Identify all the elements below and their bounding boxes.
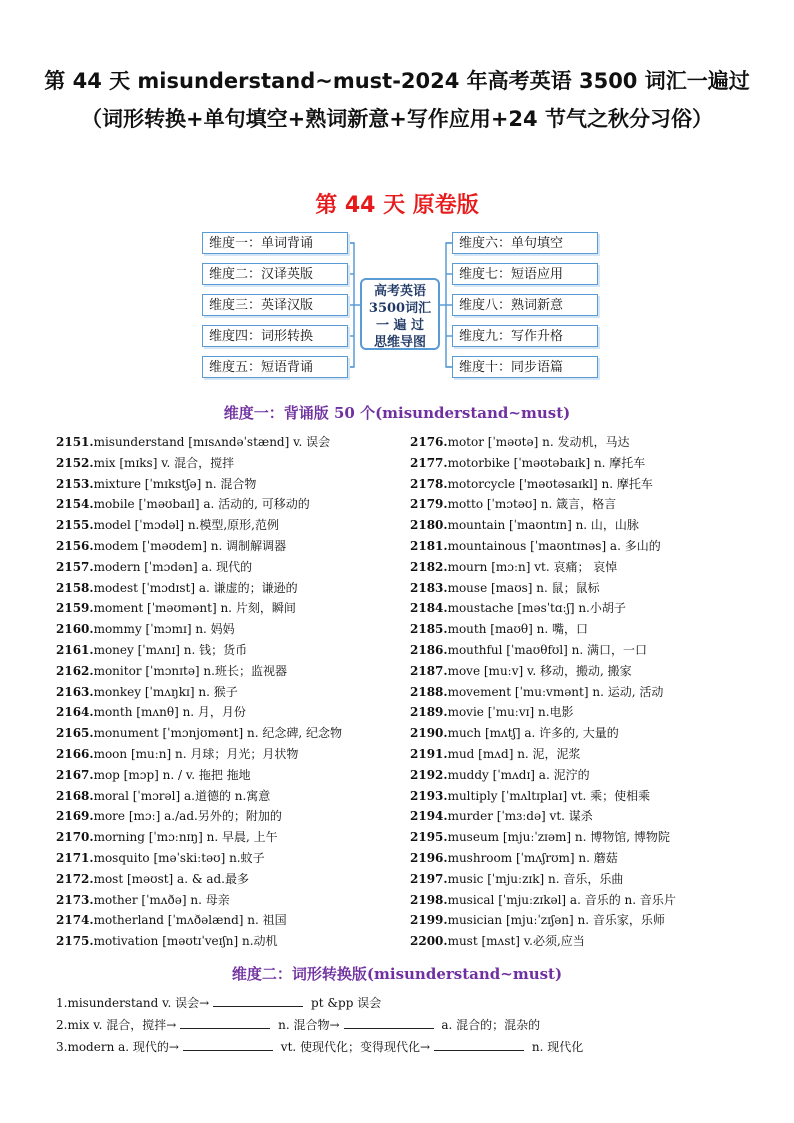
vocab-entry: monkey [ˈmʌŋkɪ] n. 猴子 (93, 684, 238, 699)
vocab-entry: motivation [məʊtɪˈveɪʃn] n.动机 (93, 934, 278, 949)
exercise-prompt: n. 现代化 (531, 1040, 584, 1054)
vocab-number: 2154. (56, 497, 94, 512)
vocab-entry: motorcycle ['məʊtəsaɪkl] n. 摩托车 (447, 476, 653, 491)
vocab-entry: murder [ˈmɜːdə] vt. 谋杀 (447, 809, 593, 824)
mind-map-center-line: 高考英语 (373, 284, 426, 299)
vocab-number: 2151. (56, 435, 94, 449)
vocab-entry: money [ˈmʌnɪ] n. 钱；货币 (93, 642, 248, 657)
vocab-item (410, 848, 770, 869)
vocab-entry: mouse [maʊs] n. 鼠；鼠标 (447, 580, 600, 595)
page-title: 第 44 天 misunderstand~must-2024 年高考英语 3500 词汇一遍过（词形转换+单句填空+熟词新意+写作应用+24 节气之秋分习俗） (44, 69, 750, 131)
mind-map-node-right-2: 维度七：短语应用 (452, 263, 598, 285)
exercise-row (56, 1036, 756, 1058)
vocab-entry: modern [ˈmɔdən] a. 现代的 (93, 559, 253, 574)
vocab-number: 2161. (56, 642, 94, 657)
vocab-number: 2153. (56, 476, 94, 491)
vocab-number: 2167. (56, 767, 94, 782)
vocab-number: 2157. (56, 559, 94, 574)
vocab-number: 2182. (410, 559, 448, 574)
answer-blank[interactable] (344, 1014, 434, 1029)
vocab-item (56, 702, 416, 723)
vocab-item (56, 869, 416, 890)
vocab-entry: mud [mʌd] n. 泥，泥浆 (447, 746, 581, 761)
mind-map-node-left-5: 维度五：短语背诵 (202, 356, 348, 378)
vocab-entry: monument [ˈmɔnjʊmənt] n. 纪念碑, 纪念物 (93, 726, 342, 741)
vocab-number: 2185. (410, 622, 448, 637)
vocab-item (410, 702, 770, 723)
vocab-list-right (410, 432, 770, 952)
vocab-item (410, 682, 770, 703)
vocab-number: 2191. (410, 746, 448, 761)
vocab-entry: model [ˈmɔdəl] n.模型,原形,范例 (93, 518, 279, 533)
vocab-item (410, 598, 770, 619)
exercise-prompt: pt &pp 误会 (311, 996, 382, 1010)
answer-blank[interactable] (180, 1014, 270, 1029)
vocab-number: 2173. (56, 892, 94, 907)
vocab-number: 2175. (56, 934, 94, 949)
vocab-item (410, 869, 770, 890)
vocab-number: 2170. (56, 830, 94, 845)
vocab-number: 2166. (56, 746, 94, 761)
vocab-entry: moment [ˈməʊmənt] n. 片刻，瞬间 (93, 601, 296, 616)
mind-map-node-left-2: 维度二：汉译英版 (202, 263, 348, 285)
vocab-item (56, 744, 416, 765)
vocab-item (410, 661, 770, 682)
exercise-prompt: a. 混合的；混杂的 (441, 1018, 541, 1032)
answer-blank[interactable] (183, 1036, 273, 1051)
section-heading-recitation: 维度一：背诵版 50 个(misunderstand~must) (223, 404, 571, 422)
exercise-row (56, 992, 756, 1014)
vocab-number: 2194. (410, 809, 448, 824)
vocab-number: 2156. (56, 538, 94, 553)
vocab-item (56, 474, 416, 495)
exercise-prompt: 3.modern a. 现代的→ (56, 1040, 179, 1054)
vocab-number: 2164. (56, 705, 94, 720)
vocab-number: 2198. (410, 892, 448, 907)
vocab-item (56, 453, 416, 474)
vocab-item (56, 682, 416, 703)
vocab-item (410, 453, 770, 474)
mind-map-node-left-1: 维度一：单词背诵 (202, 232, 348, 254)
vocab-entry: museum [mjuːˈzɪəm] n. 博物馆, 博物院 (447, 830, 670, 845)
vocab-entry: mop [mɔp] n. / v. 拖把 拖地 (93, 767, 251, 782)
vocab-item (56, 598, 416, 619)
vocab-number: 2180. (410, 518, 448, 533)
mind-map-center-line: 思维导图 (373, 335, 426, 350)
vocab-item (410, 744, 770, 765)
vocab-number: 2174. (56, 913, 94, 928)
vocab-item (410, 432, 770, 453)
vocab-item (56, 827, 416, 848)
vocab-entry: mountain [ˈmaʊntɪn] n. 山，山脉 (447, 518, 639, 533)
vocab-entry: mixture [ˈmɪkstʃə] n. 混合物 (93, 476, 257, 491)
vocab-number: 2195. (410, 830, 448, 845)
page-subtitle: 第 44 天 原卷版 (315, 193, 479, 218)
vocab-number: 2189. (410, 705, 448, 720)
vocab-entry: modest [ˈmɔdɪst] a. 谦虚的；谦逊的 (93, 580, 298, 595)
vocab-number: 2159. (56, 601, 94, 616)
vocab-entry: motto [ˈmɔtəʊ] n. 箴言，格言 (447, 497, 617, 512)
mind-map-node-right-5: 维度十：同步语篇 (452, 356, 598, 378)
vocab-item (56, 661, 416, 682)
exercise-prompt: 2.mix v. 混合，搅拌→ (56, 1018, 177, 1032)
vocab-number: 2168. (56, 788, 94, 803)
vocab-number: 2158. (56, 580, 94, 595)
vocab-number: 2179. (410, 497, 448, 512)
vocab-entry: mobile [ˈməʊbaɪl] a. 活动的, 可移动的 (93, 497, 310, 512)
vocab-number: 2181. (410, 538, 448, 553)
vocab-item (410, 931, 770, 952)
vocab-number: 2188. (410, 684, 448, 699)
exercise-prompt: n. 混合物→ (278, 1018, 340, 1032)
vocab-item (410, 578, 770, 599)
vocab-entry: move [muːv] v. 移动，搬动, 搬家 (447, 663, 632, 678)
vocab-entry: musician [mjuːˈzɪʃən] n. 音乐家，乐师 (447, 913, 665, 928)
vocab-item (410, 619, 770, 640)
vocab-entry: misunderstand [mɪsʌndəˈstænd] v. 误会 (93, 435, 331, 449)
vocab-entry: mouthful [ˈmaʊθfʊl] n. 满口，一口 (447, 642, 648, 657)
vocab-entry: movie [ˈmuːvɪ] n.电影 (447, 705, 574, 720)
vocab-list-left (56, 432, 416, 952)
vocab-number: 2160. (56, 622, 94, 637)
exercise-row (56, 1014, 756, 1036)
vocab-entry: month [mʌnθ] n. 月，月份 (93, 705, 246, 720)
vocab-number: 2163. (56, 684, 94, 699)
vocab-entry: mix [mɪks] v. 混合，搅拌 (93, 455, 235, 470)
vocab-number: 2177. (410, 455, 448, 470)
vocab-entry: mother [ˈmʌðə] n. 母亲 (93, 892, 230, 907)
vocab-item (410, 515, 770, 536)
vocab-entry: motor [ˈməʊtə] n. 发动机，马达 (447, 435, 630, 449)
vocab-item (410, 786, 770, 807)
vocab-item (56, 848, 416, 869)
vocab-item (410, 557, 770, 578)
mind-map-center (360, 278, 440, 350)
vocab-item (56, 536, 416, 557)
vocab-item (56, 578, 416, 599)
vocab-entry: moral [ˈmɔrəl] a.道德的 n.寓意 (93, 788, 271, 803)
vocab-entry: mosquito [məˈskiːtəʊ] n.蚊子 (93, 850, 265, 865)
mind-map-center-line: 一 遍 过 (375, 318, 425, 333)
mind-map-node-left-4: 维度四：词形转换 (202, 325, 348, 347)
section-heading-word-forms: 维度二：词形转换版(misunderstand~must) (231, 965, 563, 983)
vocab-entry: mourn [mɔːn] vt. 哀痛； 哀悼 (447, 559, 618, 574)
vocab-entry: moon [muːn] n. 月球；月光；月状物 (93, 746, 299, 761)
vocab-number: 2192. (410, 767, 448, 782)
vocab-entry: monitor [ˈmɔnɪtə] n.班长；监视器 (93, 663, 287, 678)
vocab-item (56, 640, 416, 661)
vocab-number: 2171. (56, 850, 94, 865)
vocab-item (56, 931, 416, 952)
vocab-number: 2200. (410, 934, 448, 949)
vocab-item (410, 765, 770, 786)
vocab-number: 2190. (410, 726, 448, 741)
vocab-number: 2155. (56, 518, 94, 533)
vocab-item (56, 432, 416, 453)
vocab-item (56, 806, 416, 827)
vocab-item (410, 827, 770, 848)
vocab-number: 2169. (56, 809, 94, 824)
exercise-prompt: vt. 使现代化；变得现代化→ (280, 1040, 431, 1054)
mind-map-node-right-1: 维度六：单句填空 (452, 232, 598, 254)
vocab-entry: mouth [maʊθ] n. 嘴，口 (447, 622, 589, 637)
mind-map-node-right-4: 维度九：写作升格 (452, 325, 598, 347)
mind-map-node-left-3: 维度三：英译汉版 (202, 294, 348, 316)
vocab-item (56, 494, 416, 515)
vocab-entry: motherland [ˈmʌðəlænd] n. 祖国 (93, 913, 287, 928)
answer-blank[interactable] (434, 1036, 524, 1051)
vocab-item (410, 474, 770, 495)
vocab-item (410, 910, 770, 931)
mind-map-center-line: 3500词汇 (368, 301, 432, 316)
vocab-entry: music [ˈmjuːzɪk] n. 音乐，乐曲 (447, 871, 624, 886)
vocab-entry: moustache [məsˈtɑːʃ] n.小胡子 (447, 601, 626, 616)
vocab-item (56, 910, 416, 931)
exercise-prompt: 1.misunderstand v. 误会→ (56, 996, 210, 1010)
vocab-item (56, 723, 416, 744)
mind-map (200, 230, 600, 382)
vocab-number: 2183. (410, 580, 448, 595)
vocab-item (56, 557, 416, 578)
vocab-number: 2184. (410, 601, 448, 616)
vocab-item (410, 640, 770, 661)
vocab-item (410, 536, 770, 557)
vocab-number: 2162. (56, 663, 94, 678)
vocab-item (410, 806, 770, 827)
vocab-entry: mommy [ˈmɔmɪ] n. 妈妈 (93, 622, 235, 637)
vocab-item (410, 890, 770, 911)
vocab-entry: multiply [ˈmʌltɪplaɪ] vt. 乘；使相乘 (447, 788, 651, 803)
vocab-number: 2186. (410, 642, 448, 657)
vocab-item (56, 786, 416, 807)
vocab-entry: movement [ˈmuːvmənt] n. 运动, 活动 (447, 684, 664, 699)
vocab-number: 2165. (56, 726, 94, 741)
vocab-entry: most [məʊst] a. & ad.最多 (93, 871, 249, 886)
vocab-entry: must [mʌst] v.必须,应当 (447, 934, 585, 949)
vocab-number: 2196. (410, 850, 448, 865)
vocab-entry: mountainous [ˈmaʊntɪnəs] a. 多山的 (447, 538, 661, 553)
answer-blank[interactable] (213, 992, 303, 1007)
vocab-entry: morning [ˈmɔːnɪŋ] n. 早晨, 上午 (93, 830, 278, 845)
vocab-number: 2199. (410, 913, 448, 928)
vocab-number: 2152. (56, 455, 94, 470)
vocab-entry: mushroom [ˈmʌʃrʊm] n. 蘑菇 (447, 850, 618, 865)
vocab-entry: modem [ˈməʊdem] n. 调制解调器 (93, 538, 287, 553)
vocab-number: 2187. (410, 663, 448, 678)
vocab-item (56, 890, 416, 911)
vocab-entry: more [mɔː] a./ad.另外的；附加的 (93, 809, 282, 824)
vocab-number: 2178. (410, 476, 448, 491)
exercise-list (56, 992, 756, 1058)
vocab-entry: muddy [ˈmʌdɪ] a. 泥泞的 (447, 767, 590, 782)
vocab-item (56, 515, 416, 536)
mind-map-node-right-3: 维度八：熟词新意 (452, 294, 598, 316)
vocab-item (410, 494, 770, 515)
vocab-item (410, 723, 770, 744)
vocab-number: 2172. (56, 871, 94, 886)
vocab-entry: musical [ˈmjuːzɪkəl] a. 音乐的 n. 音乐片 (447, 892, 676, 907)
vocab-number: 2176. (410, 435, 448, 449)
vocab-number: 2193. (410, 788, 448, 803)
vocab-item (56, 765, 416, 786)
vocab-entry: motorbike [ˈməʊtəbaɪk] n. 摩托车 (447, 455, 646, 470)
vocab-number: 2197. (410, 871, 448, 886)
vocab-entry: much [mʌtʃ] a. 许多的, 大量的 (447, 726, 619, 741)
vocab-item (56, 619, 416, 640)
